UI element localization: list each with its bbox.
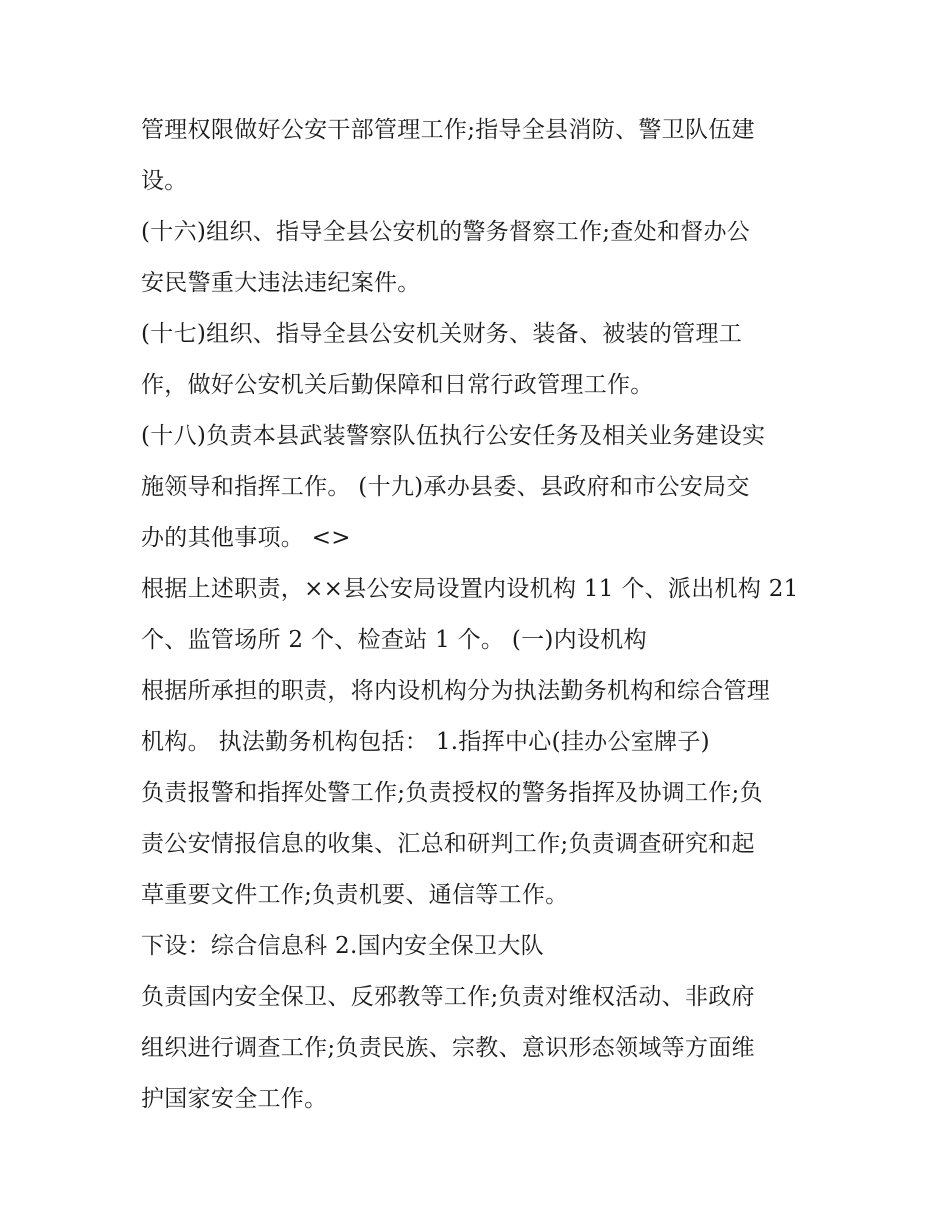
document-body bbox=[141, 105, 821, 1125]
text-line: 机构。 执法勤务机构包括： 1.指挥中心(挂办公室牌子) bbox=[141, 729, 710, 755]
text-line: (十六)组织、指导全县公安机的警务督察工作;查处和督办公 bbox=[141, 219, 751, 245]
text-line: 护国家安全工作。 bbox=[141, 1086, 328, 1112]
text-line: 根据上述职责，××县公安局设置内设机构 11 个、派出机构 21 bbox=[141, 576, 799, 602]
text-line: 根据所承担的职责，将内设机构分为执法勤务机构和综合管理 bbox=[141, 678, 771, 704]
text-line: (十八)负责本县武装警察队伍执行公安任务及相关业务建设实 bbox=[141, 423, 766, 449]
text-line: 施领导和指挥工作。 (十九)承办县委、县政府和市公安局交 bbox=[141, 474, 750, 500]
text-line: (十七)组织、指导全县公安机关财务、装备、被装的管理工 bbox=[141, 321, 743, 347]
text-line: 安民警重大违法违纪案件。 bbox=[141, 270, 421, 296]
text-line: 管理权限做好公安干部管理工作;指导全县消防、警卫队伍建 bbox=[141, 117, 755, 143]
text-line: 作，做好公安机关后勤保障和日常行政管理工作。 bbox=[141, 372, 654, 398]
text-line: 下设：综合信息科 2.国内安全保卫大队 bbox=[141, 933, 544, 959]
text-line: 组织进行调查工作;负责民族、宗教、意识形态领域等方面维 bbox=[141, 1035, 755, 1061]
text-line: 个、监管场所 2 个、检查站 1 个。 (一)内设机构 bbox=[141, 627, 647, 653]
text-line: 草重要文件工作;负责机要、通信等工作。 bbox=[141, 882, 569, 908]
text-line: 办的其他事项。 <> bbox=[141, 525, 351, 551]
text-line: 责公安情报信息的收集、汇总和研判工作;负责调查研究和起 bbox=[141, 831, 755, 857]
text-line: 负责报警和指挥处警工作;负责授权的警务指挥及协调工作;负 bbox=[141, 780, 763, 806]
text-line: 设。 bbox=[141, 168, 188, 194]
text-line: 负责国内安全保卫、反邪教等工作;负责对维权活动、非政府 bbox=[141, 984, 755, 1010]
